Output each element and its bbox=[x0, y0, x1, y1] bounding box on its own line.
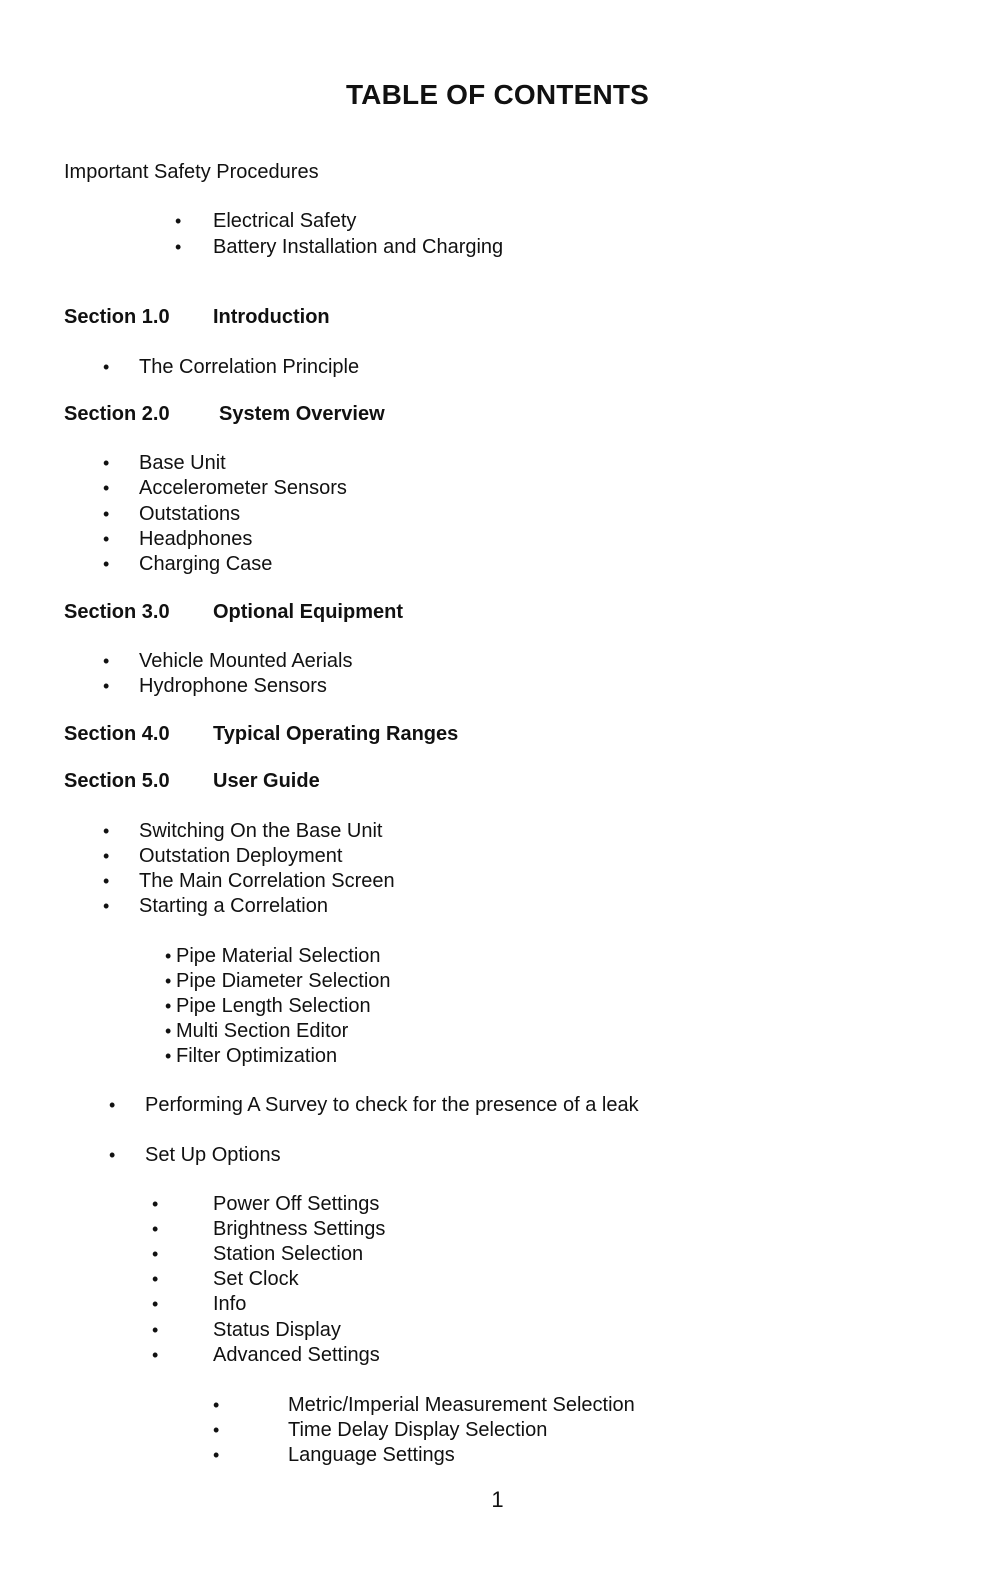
list-item: Pipe Length Selection bbox=[176, 995, 371, 1017]
list-item: Advanced Settings bbox=[213, 1344, 380, 1366]
bullet-icon: • bbox=[152, 1320, 159, 1340]
bullet-icon: • bbox=[103, 478, 110, 498]
bullet-icon: • bbox=[103, 871, 110, 891]
list-item: Battery Installation and Charging bbox=[213, 236, 504, 258]
list-item: Brightness Settings bbox=[213, 1218, 386, 1240]
bullet-icon: • bbox=[103, 896, 110, 916]
bullet-icon: • bbox=[103, 357, 110, 377]
list-item: Set Up Options bbox=[145, 1144, 281, 1166]
bullet-icon: • bbox=[175, 237, 182, 257]
bullet-icon: • bbox=[109, 1095, 116, 1115]
bullet-icon: • bbox=[165, 971, 172, 991]
list-item: Filter Optimization bbox=[176, 1045, 338, 1067]
list-item: The Correlation Principle bbox=[139, 356, 360, 378]
bullet-icon: • bbox=[175, 211, 182, 231]
list-item: Set Clock bbox=[213, 1268, 299, 1290]
bullet-icon: • bbox=[109, 1145, 116, 1165]
section-title: Optional Equipment bbox=[213, 601, 403, 623]
bullet-icon: • bbox=[103, 554, 110, 574]
list-item: Electrical Safety bbox=[213, 210, 357, 232]
list-item: Hydrophone Sensors bbox=[139, 675, 327, 697]
list-item: Power Off Settings bbox=[213, 1193, 380, 1215]
list-item: Pipe Diameter Selection bbox=[176, 970, 391, 992]
list-item: Info bbox=[213, 1293, 247, 1315]
list-item: Time Delay Display Selection bbox=[288, 1419, 548, 1441]
section-number: Section 2.0 bbox=[64, 403, 170, 425]
bullet-icon: • bbox=[152, 1294, 159, 1314]
section-title: Typical Operating Ranges bbox=[213, 723, 459, 745]
list-item: Status Display bbox=[213, 1319, 341, 1341]
bullet-icon: • bbox=[152, 1219, 159, 1239]
list-item: Multi Section Editor bbox=[176, 1020, 349, 1042]
list-item: Pipe Material Selection bbox=[176, 945, 381, 967]
bullet-icon: • bbox=[165, 996, 172, 1016]
bullet-icon: • bbox=[152, 1269, 159, 1289]
list-item: Vehicle Mounted Aerials bbox=[139, 650, 353, 672]
bullet-icon: • bbox=[103, 676, 110, 696]
bullet-icon: • bbox=[165, 946, 172, 966]
list-item: Switching On the Base Unit bbox=[139, 820, 383, 842]
bullet-icon: • bbox=[165, 1021, 172, 1041]
page-number: 1 bbox=[491, 1487, 504, 1512]
list-item: Charging Case bbox=[139, 553, 273, 575]
bullet-icon: • bbox=[152, 1345, 159, 1365]
list-item: Base Unit bbox=[139, 452, 226, 474]
bullet-icon: • bbox=[103, 651, 110, 671]
bullet-icon: • bbox=[103, 529, 110, 549]
bullet-icon: • bbox=[213, 1395, 220, 1415]
list-item: Outstations bbox=[139, 503, 241, 525]
bullet-icon: • bbox=[152, 1244, 159, 1264]
page-title: TABLE OF CONTENTS bbox=[345, 79, 650, 110]
bullet-icon: • bbox=[103, 846, 110, 866]
section-number: Section 4.0 bbox=[64, 723, 170, 745]
list-item: Accelerometer Sensors bbox=[139, 477, 347, 499]
list-item: Starting a Correlation bbox=[139, 895, 328, 917]
section-title: Introduction bbox=[213, 306, 330, 328]
list-item: Headphones bbox=[139, 528, 253, 550]
list-item: The Main Correlation Screen bbox=[139, 870, 395, 892]
section-number: Section 5.0 bbox=[64, 770, 170, 792]
list-item: Station Selection bbox=[213, 1243, 364, 1265]
bullet-icon: • bbox=[152, 1194, 159, 1214]
safety-heading: Important Safety Procedures bbox=[64, 161, 319, 183]
section-number: Section 1.0 bbox=[64, 306, 170, 328]
bullet-icon: • bbox=[103, 504, 110, 524]
list-item: Performing A Survey to check for the presence of a leak bbox=[145, 1094, 639, 1116]
bullet-icon: • bbox=[165, 1046, 172, 1066]
list-item: Metric/Imperial Measurement Selection bbox=[288, 1394, 635, 1416]
bullet-icon: • bbox=[103, 453, 110, 473]
section-title: System Overview bbox=[219, 403, 385, 425]
bullet-icon: • bbox=[213, 1420, 220, 1440]
section-title: User Guide bbox=[213, 770, 320, 792]
section-number: Section 3.0 bbox=[64, 601, 170, 623]
list-item: Outstation Deployment bbox=[139, 845, 343, 867]
bullet-icon: • bbox=[213, 1445, 220, 1465]
bullet-icon: • bbox=[103, 821, 110, 841]
list-item: Language Settings bbox=[288, 1444, 455, 1466]
